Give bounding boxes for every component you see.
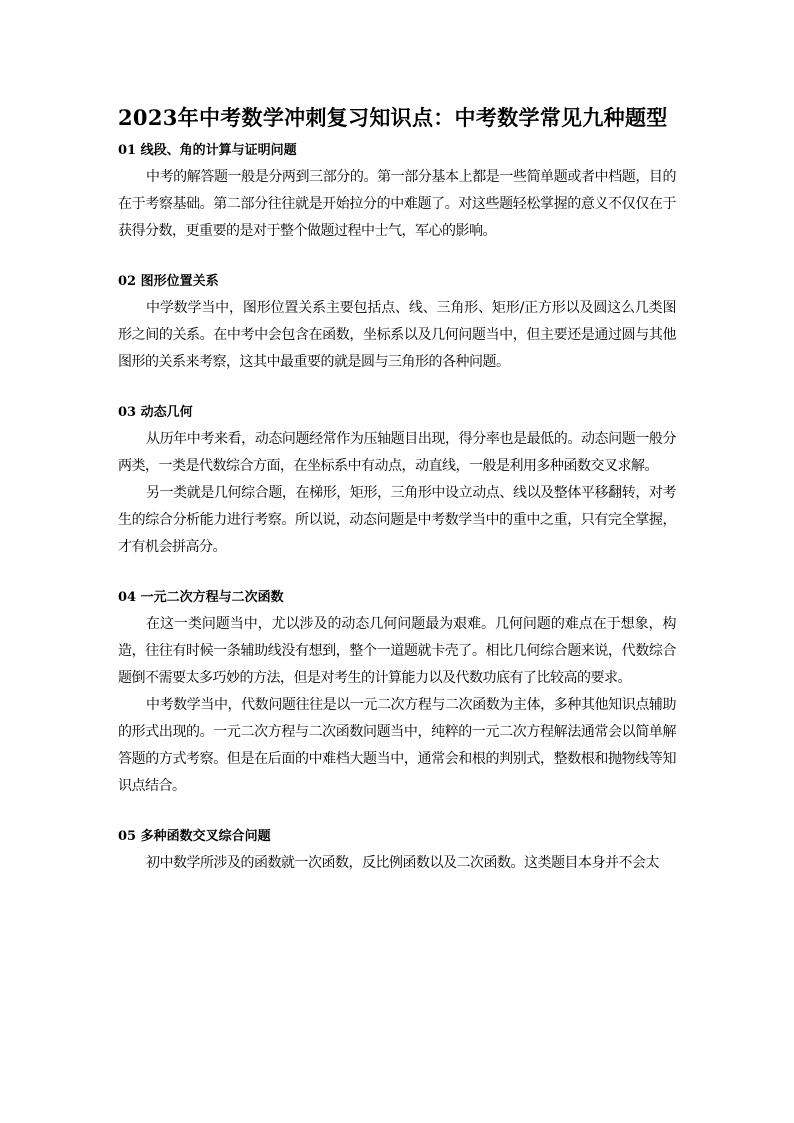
section-paragraph: 中学数学当中，图形位置关系主要包括点、线、三角形、矩形/正方形以及圆这么几类图形之间的关系。在中考中会包含在函数，坐标系以及几何问题当中，但主要还是通过圆与其他图形的关系来考察，这其中最重要的就是圆与三角形的各种问题。 [118,300,676,370]
section-dynamic-geometry [118,400,676,561]
section-paragraph: 从历年中考来看，动态问题经常作为压轴题目出现，得分率也是最低的。动态问题一般分两类，一类是代数综合方面，在坐标系中有动点，动直线，一般是利用多种函数交叉求解。 [118,431,676,474]
section-heading: 05 多种函数交叉综合问题 [118,829,271,844]
section-heading: 01 线段、角的计算与证明问题 [118,143,297,158]
document-title: 2023年中考数学冲刺复习知识点：中考数学常见九种题型 [118,105,668,130]
section-heading: 03 动态几何 [118,405,193,420]
section-paragraph: 中考的解答题一般是分两到三部分的。第一部分基本上都是一些简单题或者中档题，目的在于考察基础。第二部分往往就是开始拉分的中难题了。对这些题轻松掌握的意义不仅仅在于获得分数，更重要的是对于整个做题过程中士气，军心的影响。 [118,169,676,239]
section-function-combination [118,824,676,877]
section-paragraph: 初中数学所涉及的函数就一次函数，反比例函数以及二次函数。这类题目本身并不会太 [146,855,659,871]
section-heading: 04 一元二次方程与二次函数 [118,590,284,605]
section-quadratic [118,585,676,800]
section-line-angle-proof [118,138,676,245]
section-paragraph: 中考数学当中，代数问题往往是以一元二次方程与二次函数为主体，多种其他知识点辅助的形式出现的。一元二次方程与二次函数问题当中，纯粹的一元二次方程解法通常会以简单解答题的方式考察。但是在后面的中难档大题当中，通常会和根的判别式，整数根和抛物线等知识点结合。 [118,697,676,794]
section-figure-position [118,269,676,376]
section-paragraph: 另一类就是几何综合题，在梯形，矩形，三角形中设立动点、线以及整体平移翻转，对考生的综合分析能力进行考察。所以说，动态问题是中考数学当中的重中之重，只有完全掌握，才有机会拼高分。 [118,485,676,555]
section-heading: 02 图形位置关系 [118,274,219,289]
section-paragraph: 在这一类问题当中，尤以涉及的动态几何问题最为艰难。几何问题的难点在于想象，构造，往往有时候一条辅助线没有想到，整个一道题就卡壳了。相比几何综合题来说，代数综合题倒不需要太多巧妙的方法，但是对考生的计算能力以及代数功底有了比较高的要求。 [118,616,676,686]
